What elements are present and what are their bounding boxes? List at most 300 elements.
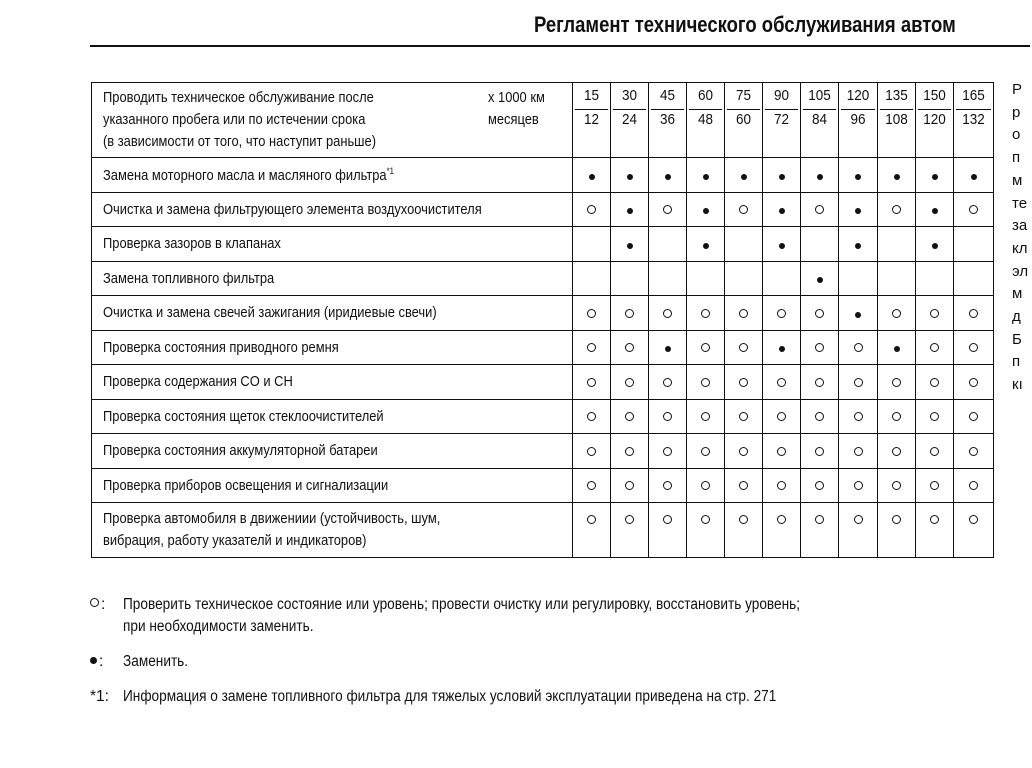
- side-letter: о: [1012, 126, 1021, 144]
- open-circle-icon: [663, 447, 672, 456]
- interval-cell: [687, 434, 725, 469]
- side-letter: за: [1012, 217, 1028, 235]
- interval-cell: [573, 503, 611, 558]
- interval-cell: [801, 227, 839, 262]
- interval-cell: [763, 365, 801, 400]
- open-circle-icon: [854, 412, 863, 421]
- interval-cell: [878, 365, 916, 400]
- open-circle-icon: [587, 481, 596, 490]
- open-circle-icon: [625, 378, 634, 387]
- interval-cell: [687, 158, 725, 193]
- interval-cell: [839, 365, 878, 400]
- open-circle-icon: [930, 515, 939, 524]
- interval-column-header: [611, 83, 649, 158]
- page-title: Регламент технического обслуживания автом: [534, 12, 956, 37]
- open-circle-icon: [892, 378, 901, 387]
- open-circle-icon: [854, 515, 863, 524]
- interval-column-header: [954, 83, 994, 158]
- open-circle-icon: [587, 412, 596, 421]
- filled-circle-icon: [90, 657, 97, 664]
- interval-cell: [916, 158, 954, 193]
- header-description-cell: [92, 83, 573, 158]
- side-letter: эл: [1012, 262, 1029, 280]
- interval-cell: [573, 192, 611, 227]
- open-circle-icon: [701, 481, 710, 490]
- open-circle-icon: [625, 515, 634, 524]
- interval-cell: [916, 365, 954, 400]
- interval-cell: [878, 192, 916, 227]
- interval-cell: [801, 468, 839, 503]
- interval-cell: [649, 261, 687, 296]
- open-circle-icon: [587, 378, 596, 387]
- filled-circle-icon: [855, 312, 861, 318]
- open-circle-icon: [739, 343, 748, 352]
- maintenance-schedule-table: [91, 82, 994, 558]
- interval-cell: [611, 399, 649, 434]
- interval-cell: [611, 365, 649, 400]
- operation-label: Проверка приборов освещения и сигнализации: [103, 476, 389, 494]
- side-letter: кı: [1012, 376, 1023, 394]
- filled-circle-icon: [703, 174, 709, 180]
- interval-cell: [763, 192, 801, 227]
- interval-cell: [839, 434, 878, 469]
- interval-cell: [649, 296, 687, 331]
- interval-cell: [725, 503, 763, 558]
- interval-cell: [725, 158, 763, 193]
- filled-circle-icon: [627, 208, 633, 214]
- filled-circle-icon: [779, 243, 785, 249]
- table-row: [92, 503, 994, 558]
- header-row: [92, 83, 994, 158]
- interval-cell: [954, 365, 994, 400]
- side-letter: Б: [1012, 330, 1022, 348]
- filled-circle-icon: [703, 243, 709, 249]
- filled-circle-icon: [665, 174, 671, 180]
- interval-cell: [573, 434, 611, 469]
- open-circle-icon: [701, 515, 710, 524]
- interval-cell: [725, 365, 763, 400]
- open-circle-icon: [892, 515, 901, 524]
- open-circle-icon: [90, 598, 99, 607]
- open-circle-icon: [930, 481, 939, 490]
- operation-label: Проверка автомобиля в движениии (устойчивость, шум, вибрация, работу указателй и индикаторов): [103, 510, 441, 549]
- interval-km: 90: [765, 83, 798, 110]
- interval-cell: [801, 261, 839, 296]
- open-circle-icon: [625, 447, 634, 456]
- open-circle-icon: [930, 378, 939, 387]
- filled-circle-icon: [779, 174, 785, 180]
- open-circle-icon: [854, 447, 863, 456]
- interval-cell: [916, 468, 954, 503]
- interval-cell: [573, 261, 611, 296]
- interval-cell: [725, 399, 763, 434]
- filled-circle-icon: [855, 243, 861, 249]
- interval-km: 30: [613, 83, 646, 110]
- interval-cell: [725, 330, 763, 365]
- open-circle-icon: [969, 343, 978, 352]
- interval-column-header: [573, 83, 611, 158]
- open-circle-icon: [930, 447, 939, 456]
- interval-months: 132: [962, 111, 985, 128]
- interval-cell: [916, 503, 954, 558]
- open-circle-icon: [587, 205, 596, 214]
- interval-cell: [763, 158, 801, 193]
- table-row: [92, 192, 994, 227]
- open-circle-icon: [777, 412, 786, 421]
- interval-cell: [839, 158, 878, 193]
- interval-cell: [954, 434, 994, 469]
- operation-label: Проверка состояния щеток стеклоочистителей: [103, 407, 384, 425]
- interval-cell: [687, 468, 725, 503]
- side-letter: д: [1012, 308, 1021, 326]
- interval-cell: [954, 261, 994, 296]
- interval-cell: [916, 261, 954, 296]
- interval-cell: [687, 399, 725, 434]
- open-circle-icon: [930, 412, 939, 421]
- interval-cell: [763, 503, 801, 558]
- filled-circle-icon: [627, 243, 633, 249]
- open-circle-icon: [625, 412, 634, 421]
- open-circle-icon: [777, 481, 786, 490]
- interval-km: 45: [651, 83, 684, 110]
- open-circle-icon: [701, 343, 710, 352]
- interval-cell: [916, 434, 954, 469]
- open-circle-icon: [625, 481, 634, 490]
- interval-cell: [878, 434, 916, 469]
- open-circle-icon: [739, 378, 748, 387]
- interval-cell: [839, 296, 878, 331]
- legend-filled-text: Заменить.: [123, 653, 189, 670]
- interval-cell: [611, 261, 649, 296]
- interval-cell: [801, 503, 839, 558]
- interval-km: 75: [727, 83, 760, 110]
- side-letter: Р: [1012, 81, 1023, 98]
- open-circle-icon: [892, 481, 901, 490]
- open-circle-icon: [701, 309, 710, 318]
- interval-cell: [954, 468, 994, 503]
- filled-circle-icon: [855, 174, 861, 180]
- operation-cell: [92, 192, 573, 227]
- interval-months: 12: [583, 111, 600, 128]
- operation-cell: [92, 227, 573, 262]
- interval-cell: [725, 227, 763, 262]
- filled-circle-icon: [779, 208, 785, 214]
- open-circle-icon: [777, 515, 786, 524]
- legend-open-text: Проверить техническое состояние или уровень; провести очистку или регулировку, восстановить уровень; при необходимости заменить.: [123, 596, 801, 635]
- interval-cell: [916, 227, 954, 262]
- table-row: [92, 227, 994, 262]
- table-row: [92, 468, 994, 503]
- interval-months: 48: [697, 111, 714, 128]
- interval-cell: [954, 227, 994, 262]
- interval-cell: [801, 399, 839, 434]
- interval-cell: [801, 158, 839, 193]
- open-circle-icon: [815, 515, 824, 524]
- operation-cell: [92, 296, 573, 331]
- open-circle-icon: [625, 343, 634, 352]
- interval-cell: [954, 192, 994, 227]
- interval-cell: [649, 227, 687, 262]
- interval-months: 24: [621, 111, 638, 128]
- interval-cell: [687, 503, 725, 558]
- open-circle-icon: [739, 481, 748, 490]
- open-circle-icon: [663, 515, 672, 524]
- interval-column-header: [878, 83, 916, 158]
- interval-cell: [878, 399, 916, 434]
- footnote-text: Информация о замене топливного фильтра для тяжелых условий эксплуатации приведена на стр. 271: [123, 688, 777, 705]
- open-circle-icon: [930, 343, 939, 352]
- interval-column-header: [649, 83, 687, 158]
- open-circle-icon: [777, 378, 786, 387]
- interval-cell: [878, 261, 916, 296]
- interval-column-header: [687, 83, 725, 158]
- open-circle-icon: [739, 205, 748, 214]
- interval-km: 150: [918, 83, 951, 110]
- interval-cell: [839, 503, 878, 558]
- filled-circle-icon: [741, 174, 747, 180]
- open-circle-icon: [663, 412, 672, 421]
- open-circle-icon: [739, 447, 748, 456]
- interval-cell: [687, 330, 725, 365]
- interval-cell: [839, 468, 878, 503]
- interval-cell: [649, 365, 687, 400]
- open-circle-icon: [587, 343, 596, 352]
- interval-cell: [801, 330, 839, 365]
- filled-circle-icon: [665, 346, 671, 352]
- open-circle-icon: [815, 412, 824, 421]
- interval-cell: [878, 296, 916, 331]
- interval-cell: [954, 296, 994, 331]
- filled-circle-icon: [627, 174, 633, 180]
- interval-column-header: [725, 83, 763, 158]
- interval-km: 105: [803, 83, 836, 110]
- footnote-key: *1:: [90, 688, 109, 705]
- table-row: [92, 434, 994, 469]
- filled-circle-icon: [894, 346, 900, 352]
- interval-cell: [687, 227, 725, 262]
- open-circle-icon: [739, 412, 748, 421]
- operation-label: Проверка состояния приводного ремня: [103, 338, 339, 356]
- interval-cell: [573, 365, 611, 400]
- table-row: [92, 365, 994, 400]
- interval-km: 60: [689, 83, 722, 110]
- open-circle-icon: [777, 309, 786, 318]
- interval-months: 72: [773, 111, 790, 128]
- open-circle-icon: [930, 309, 939, 318]
- open-circle-icon: [969, 205, 978, 214]
- operation-label: Проверка состояния аккумуляторной батареи: [103, 442, 378, 460]
- filled-circle-icon: [817, 174, 823, 180]
- open-circle-icon: [969, 378, 978, 387]
- interval-cell: [649, 158, 687, 193]
- table-row: [92, 399, 994, 434]
- interval-cell: [573, 227, 611, 262]
- open-circle-icon: [892, 309, 901, 318]
- filled-circle-icon: [779, 346, 785, 352]
- operation-cell: [92, 434, 573, 469]
- interval-months: 120: [923, 111, 946, 128]
- open-circle-icon: [815, 343, 824, 352]
- interval-cell: [611, 227, 649, 262]
- operation-cell: [92, 365, 573, 400]
- interval-column-header: [801, 83, 839, 158]
- table-row: [92, 296, 994, 331]
- interval-cell: [611, 434, 649, 469]
- interval-cell: [839, 261, 878, 296]
- side-letter: м: [1012, 171, 1023, 189]
- interval-km: 165: [956, 83, 991, 110]
- interval-cell: [839, 227, 878, 262]
- interval-cell: [687, 296, 725, 331]
- open-circle-icon: [701, 447, 710, 456]
- interval-cell: [649, 434, 687, 469]
- interval-cell: [916, 192, 954, 227]
- filled-circle-icon: [932, 208, 938, 214]
- open-circle-icon: [854, 378, 863, 387]
- title-divider: [90, 45, 1030, 47]
- interval-months: 96: [850, 111, 866, 128]
- open-circle-icon: [587, 309, 596, 318]
- side-letter: кл: [1012, 239, 1028, 257]
- interval-cell: [801, 296, 839, 331]
- interval-cell: [611, 330, 649, 365]
- interval-cell: [763, 227, 801, 262]
- interval-cell: [573, 399, 611, 434]
- open-circle-icon: [892, 447, 901, 456]
- interval-cell: [878, 330, 916, 365]
- interval-cell: [801, 434, 839, 469]
- interval-cell: [763, 468, 801, 503]
- interval-cell: [763, 434, 801, 469]
- open-circle-icon: [701, 378, 710, 387]
- interval-cell: [573, 158, 611, 193]
- interval-months: 36: [659, 111, 676, 128]
- operation-cell: [92, 468, 573, 503]
- operation-label: Очистка и замена фильтрующего элемента воздухоочистителя: [103, 200, 482, 218]
- interval-cell: [954, 399, 994, 434]
- interval-cell: [725, 468, 763, 503]
- interval-cell: [878, 158, 916, 193]
- open-circle-icon: [892, 205, 901, 214]
- interval-cell: [763, 399, 801, 434]
- interval-column-header: [763, 83, 801, 158]
- operation-cell: [92, 261, 573, 296]
- interval-cell: [725, 296, 763, 331]
- open-circle-icon: [739, 309, 748, 318]
- interval-km: 135: [880, 83, 913, 110]
- interval-cell: [687, 192, 725, 227]
- filled-circle-icon: [855, 208, 861, 214]
- interval-cell: [878, 468, 916, 503]
- filled-circle-icon: [932, 243, 938, 249]
- interval-cell: [649, 399, 687, 434]
- open-circle-icon: [892, 412, 901, 421]
- interval-cell: [687, 261, 725, 296]
- manual-page: Регламент технического обслуживания автом Р р о п м те за кл эл м д Б п кı Проводить техническое обслуживание после указанного пробега или по истечении срока (в зависимости от того, что наступит раньше) х 1000 км месяцев 15 12 30 24 45 36 60 48 75 60 90 72 105 84 120 96 135 108 150 120 165 132 Замена моторного масла и масляного фильтра$^{*1}$ Очистка и замена фильтрующего элемента воздухоочистителя Проверка зазоров в клапанах Замена топливного фильтра Очистка и замена свечей зажигания (иридиевые свечи) Проверка состояния приводного ремня Проверка содержания CO и CH Проверка состояния щеток стеклоочистителей Проверка состояния аккумуляторной батареи Проверка приборов освещения и сигнализации Проверка автомобиля в движениии (устойчивость, шум, вибрация, работу указателй и индикаторов) : Проверить техническое состояние или уровень; провести очистку или регулировку, восстановить уровень; при необходимости заменить. : Заменить. *1: Информация о замене топливного фильтра для тяжелых условий эксплуатации приведена на стр. 271: [0, 0, 1024, 768]
- interval-cell: [687, 365, 725, 400]
- interval-cell: [878, 227, 916, 262]
- interval-column-header: [916, 83, 954, 158]
- side-letter: п: [1012, 353, 1021, 371]
- unit-months: месяцев: [488, 111, 539, 128]
- interval-cell: [839, 399, 878, 434]
- interval-cell: [954, 158, 994, 193]
- operation-label: Проверка зазоров в клапанах: [103, 235, 281, 253]
- filled-circle-icon: [589, 174, 595, 180]
- interval-cell: [801, 365, 839, 400]
- interval-cell: [649, 468, 687, 503]
- open-circle-icon: [663, 481, 672, 490]
- side-letter: м: [1012, 285, 1023, 303]
- open-circle-icon: [777, 447, 786, 456]
- table-row: [92, 261, 994, 296]
- interval-cell: [839, 192, 878, 227]
- interval-cell: [954, 330, 994, 365]
- header-description: Проводить техническое обслуживание после указанного пробега или по истечении срока (в зависимости от того, что наступит раньше): [103, 89, 377, 150]
- open-circle-icon: [587, 447, 596, 456]
- open-circle-icon: [625, 309, 634, 318]
- interval-cell: [611, 468, 649, 503]
- interval-cell: [573, 296, 611, 331]
- side-letter: те: [1012, 194, 1028, 212]
- interval-cell: [649, 330, 687, 365]
- interval-cell: [611, 296, 649, 331]
- open-circle-icon: [663, 205, 672, 214]
- filled-circle-icon: [817, 277, 823, 283]
- interval-months: 60: [735, 111, 752, 128]
- interval-months: 84: [811, 111, 828, 128]
- operation-cell: [92, 158, 573, 193]
- open-circle-icon: [587, 515, 596, 524]
- interval-cell: [611, 192, 649, 227]
- table-row: [92, 330, 994, 365]
- open-circle-icon: [969, 309, 978, 318]
- open-circle-icon: [815, 481, 824, 490]
- interval-cell: [763, 296, 801, 331]
- open-circle-icon: [815, 309, 824, 318]
- interval-cell: [916, 399, 954, 434]
- operation-cell: [92, 503, 573, 558]
- interval-km: 120: [841, 83, 875, 110]
- operation-cell: [92, 399, 573, 434]
- operation-cell: [92, 330, 573, 365]
- interval-cell: [763, 330, 801, 365]
- open-circle-icon: [815, 205, 824, 214]
- interval-cell: [649, 503, 687, 558]
- interval-cell: [801, 192, 839, 227]
- open-circle-icon: [969, 481, 978, 490]
- interval-months: 108: [885, 111, 908, 128]
- interval-cell: [611, 158, 649, 193]
- open-circle-icon: [969, 412, 978, 421]
- interval-column-header: [839, 83, 878, 158]
- interval-cell: [573, 468, 611, 503]
- table-row: [92, 158, 994, 193]
- interval-cell: [725, 434, 763, 469]
- filled-circle-icon: [703, 208, 709, 214]
- side-letter: р: [1012, 103, 1021, 121]
- unit-km: х 1000 км: [488, 89, 545, 106]
- open-circle-icon: [815, 378, 824, 387]
- operation-label: Замена моторного масла и масляного фильтра$^{*1}$: [103, 165, 394, 184]
- open-circle-icon: [663, 378, 672, 387]
- interval-cell: [725, 192, 763, 227]
- interval-cell: [573, 330, 611, 365]
- open-circle-icon: [739, 515, 748, 524]
- filled-circle-icon: [971, 174, 977, 180]
- interval-cell: [878, 503, 916, 558]
- filled-circle-icon: [932, 174, 938, 180]
